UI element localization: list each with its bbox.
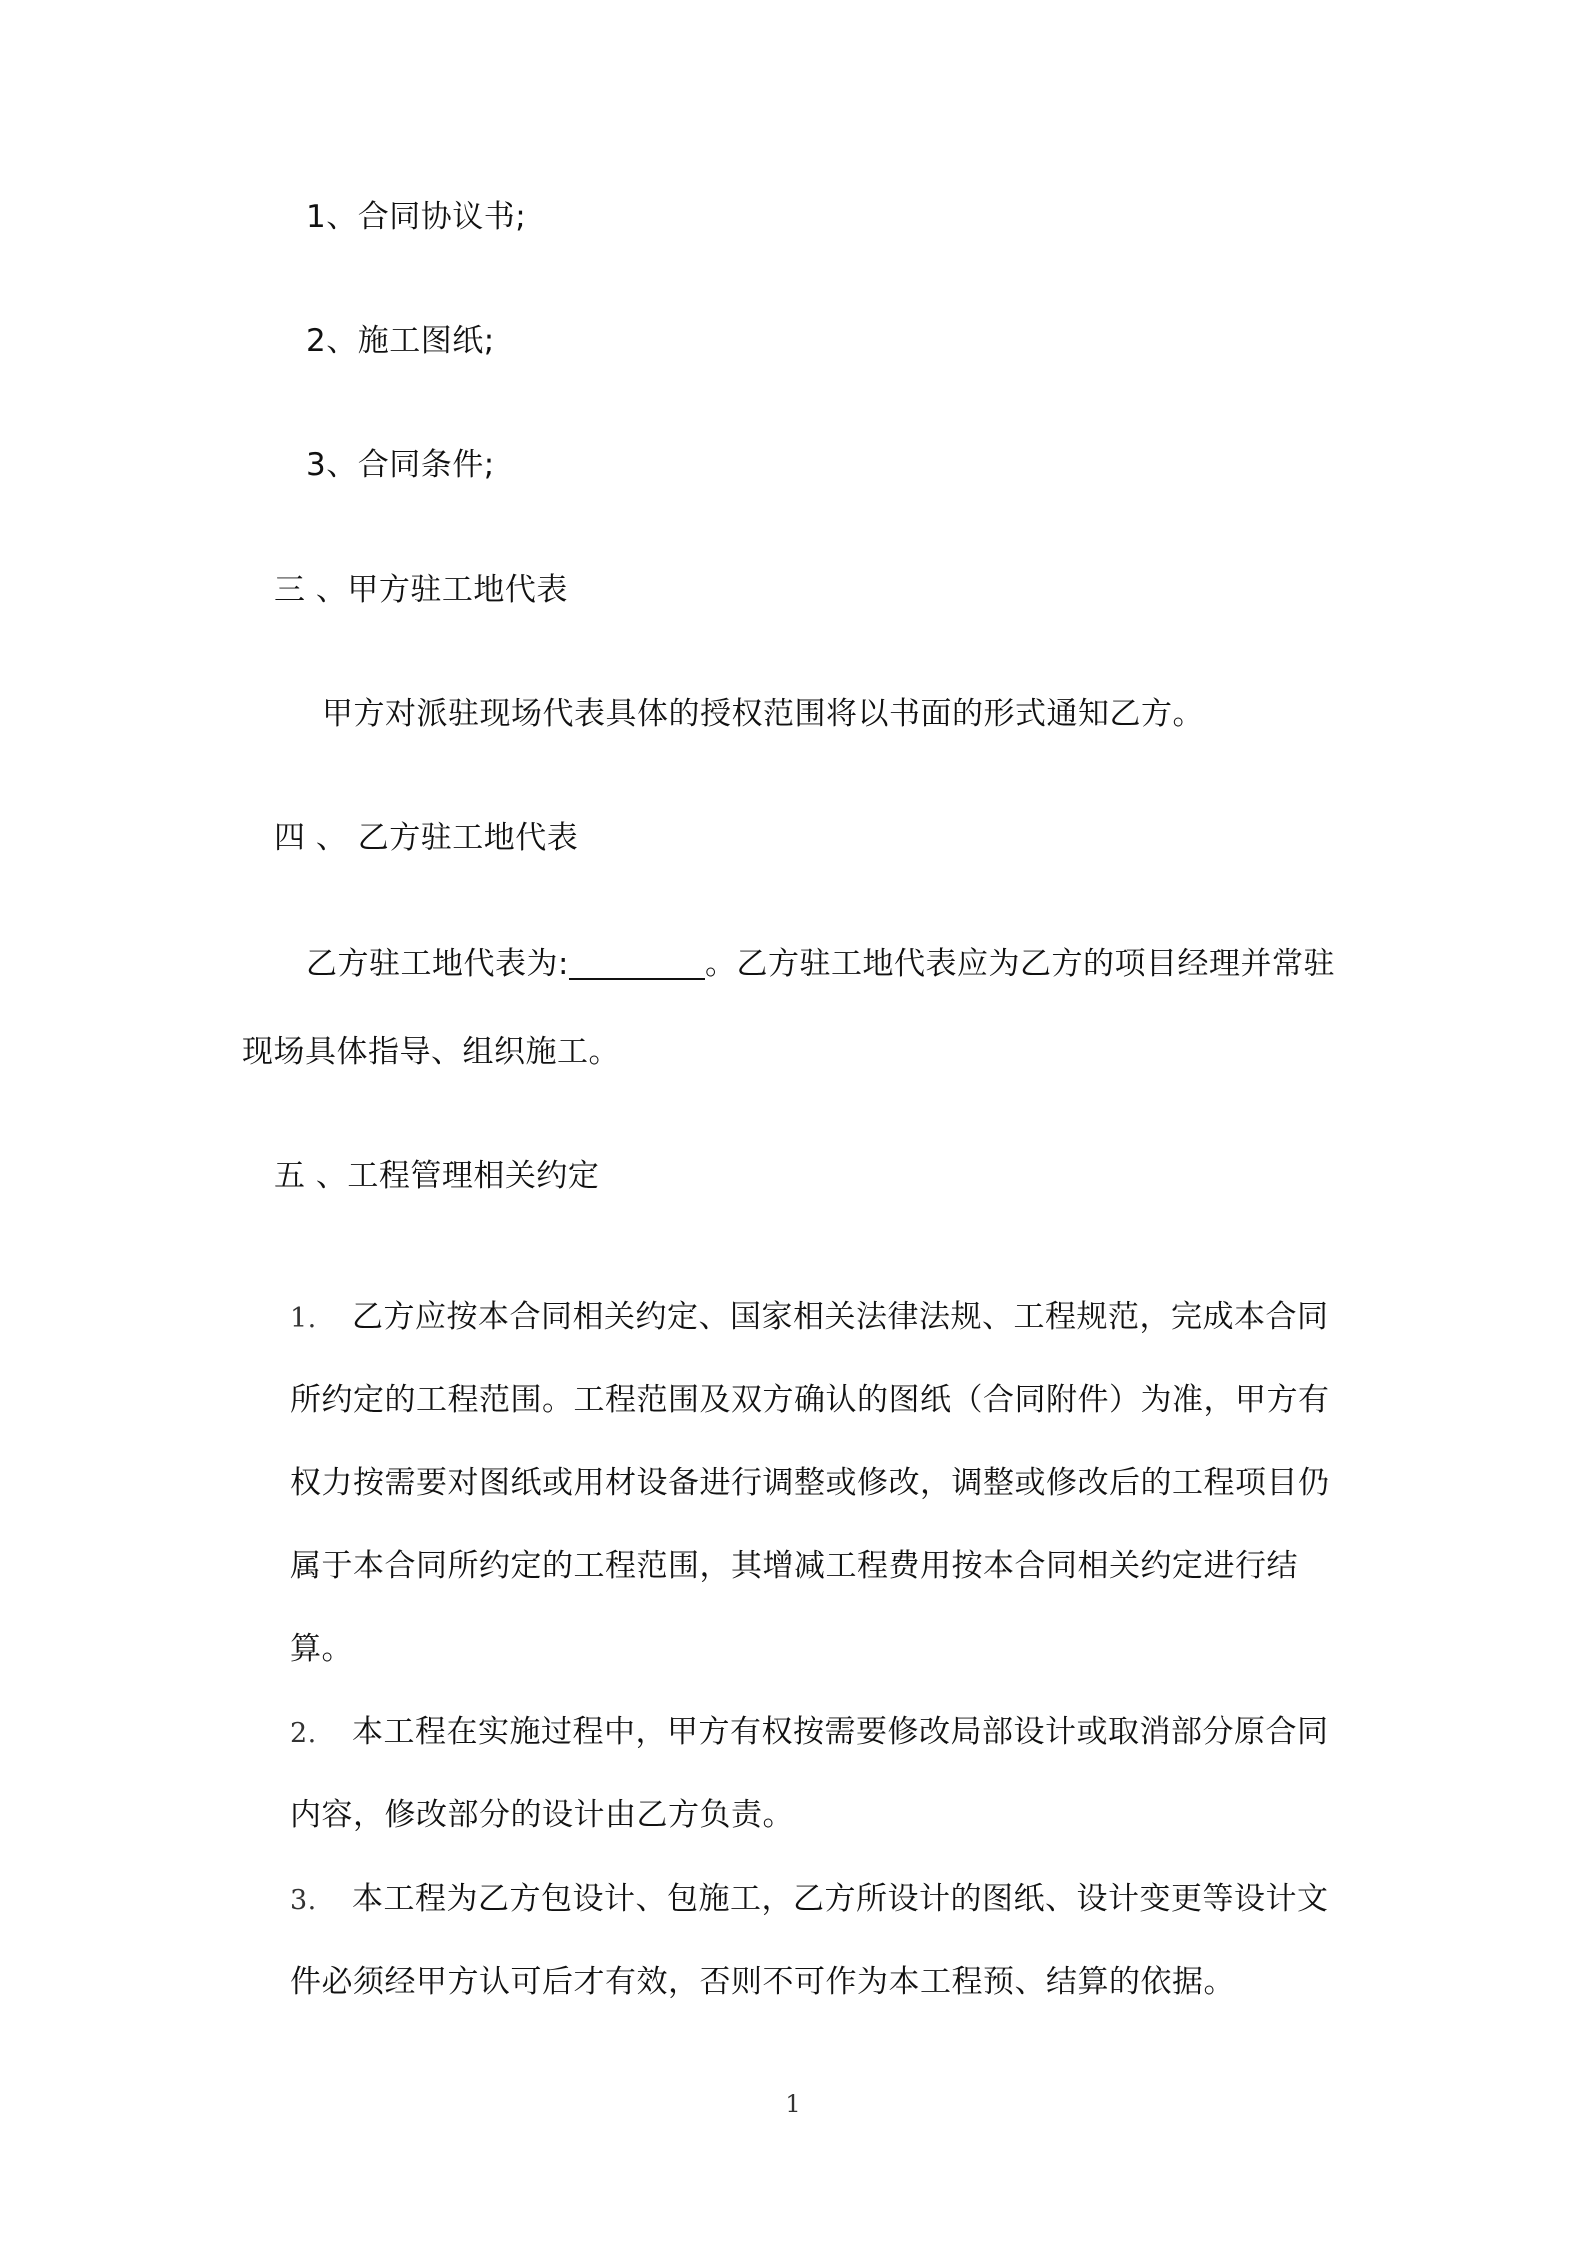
section-4-body-line-1 (306, 944, 1335, 984)
section-4-heading: 四 、 乙方驻工地代表 (274, 820, 579, 856)
section-3-heading: 三 、甲方驻工地代表 (274, 572, 568, 608)
item-number: 3. (290, 1885, 317, 1916)
section-5-item-2-line-2: 内容，修改部分的设计由乙方负责。 (290, 1797, 794, 1833)
item-text: 本工程在实施过程中，甲方有权按需要修改局部设计或取消部分原合同 (352, 1714, 1329, 1750)
section-4-body-prefix: 乙方驻工地代表为: (306, 946, 569, 982)
list-item-construction-drawings: 2、施工图纸; (306, 323, 495, 359)
item-number: 1. (290, 1303, 317, 1334)
item-text: 乙方应按本合同相关约定、国家相关法律法规、工程规范，完成本合同 (352, 1299, 1329, 1335)
section-5-item-3-line-2: 件必须经甲方认可后才有效，否则不可作为本工程预、结算的依据。 (290, 1964, 1235, 2000)
item-text: 本工程为乙方包设计、包施工，乙方所设计的图纸、设计变更等设计文 (352, 1881, 1329, 1917)
fill-in-blank (569, 948, 705, 980)
list-item-contract-agreement: 1、合同协议书; (306, 199, 527, 235)
section-5-item-1-line-3: 权力按需要对图纸或用材设备进行调整或修改，调整或修改后的工程项目仍 (290, 1465, 1330, 1501)
section-5-item-1-line-2: 所约定的工程范围。工程范围及双方确认的图纸（合同附件）为准，甲方有 (290, 1382, 1330, 1418)
section-5-item-3-line-1 (290, 1879, 1329, 1921)
section-4-body-suffix: 。乙方驻工地代表应为乙方的项目经理并常驻 (704, 946, 1335, 982)
page-number: 1 (785, 2090, 801, 2118)
section-5-item-1-line-1 (290, 1297, 1329, 1339)
section-3-body: 甲方对派驻现场代表具体的授权范围将以书面的形式通知乙方。 (322, 696, 1204, 732)
section-5-heading: 五 、工程管理相关约定 (274, 1158, 600, 1194)
item-number: 2. (290, 1718, 317, 1749)
list-item-contract-conditions: 3、合同条件; (306, 447, 495, 483)
section-5-item-1-line-4: 属于本合同所约定的工程范围，其增减工程费用按本合同相关约定进行结 (290, 1548, 1298, 1584)
section-5-item-1-line-5: 算。 (290, 1631, 353, 1667)
section-4-body-line-2: 现场具体指导、组织施工。 (242, 1034, 620, 1070)
section-5-item-2-line-1 (290, 1712, 1329, 1754)
